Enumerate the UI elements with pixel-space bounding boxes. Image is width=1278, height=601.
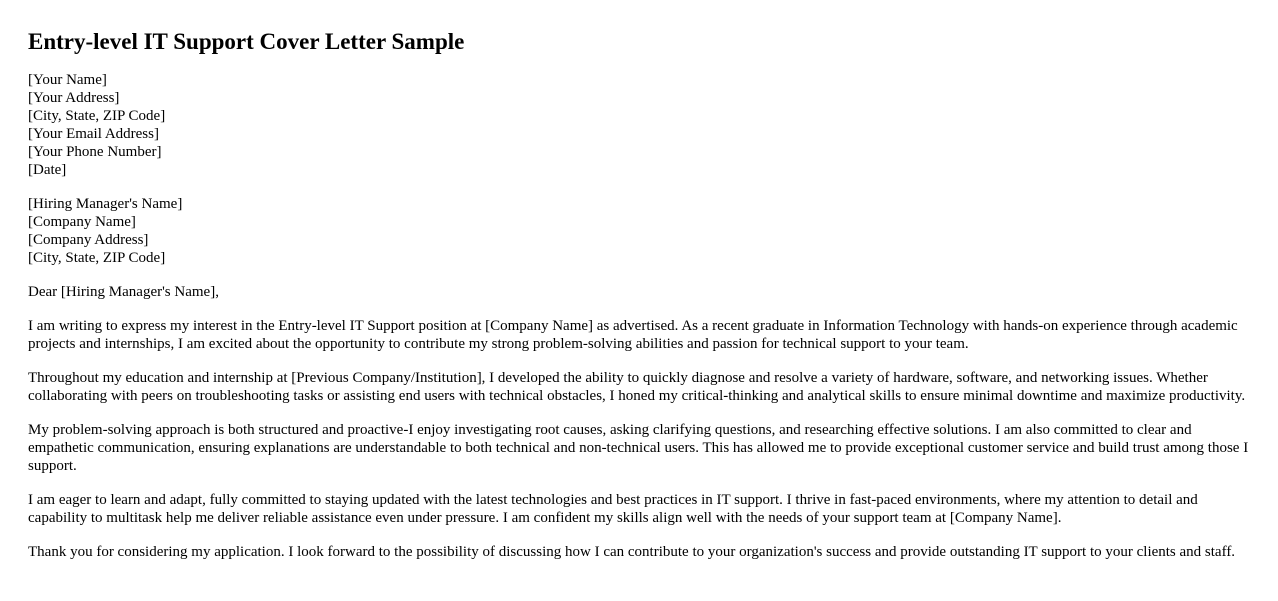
sender-email: [Your Email Address] (28, 126, 159, 142)
sender-address: [Your Address] (28, 90, 120, 106)
body-paragraph: I am eager to learn and adapt, fully committed to staying updated with the latest technologies and best practices in IT support. I thrive in fast-paced environments, where my attention to detail and capability to multitask help me deliver reliable assistance even under pressure. I am confident my skills align well with the needs of your support team at [Company Name]. (28, 492, 1198, 526)
body-paragraph: I am writing to express my interest in the Entry-level IT Support position at [Company Name] as advertised. As a recent graduate in Information Technology with hands-on experience through academic projects and internships, I am excited about the opportunity to contribute my strong problem-solving abilities and passion for technical support to your team. (28, 318, 1238, 352)
body-paragraph: Throughout my education and internship at [Previous Company/Institution], I developed the ability to quickly diagnose and resolve a variety of hardware, software, and networking issues. Whether collaborating with peers on troubleshooting tasks or assisting end users with technical obstacles, I honed my critical-thinking and analytical skills to ensure minimal downtime and maximize productivity. (28, 370, 1246, 404)
body-paragraph: My problem-solving approach is both structured and proactive-I enjoy investigating root causes, asking clarifying questions, and researching effective solutions. I am also committed to clear and empathetic communication, ensuring explanations are understandable to both technical and non-technical users. This has allowed me to provide exceptional customer service and build trust among those I support. (28, 422, 1249, 474)
page-title: Entry-level IT Support Cover Letter Sample (28, 29, 465, 54)
recipient-address: [Company Address] (28, 232, 149, 248)
recipient-name: [Hiring Manager's Name] (28, 196, 183, 212)
salutation: Dear [Hiring Manager's Name], (28, 284, 219, 300)
sender-address-block (28, 71, 1250, 179)
letter-date: [Date] (28, 162, 67, 178)
sender-name: [Your Name] (28, 72, 107, 88)
recipient-address-block (28, 195, 1250, 267)
recipient-city-state-zip: [City, State, ZIP Code] (28, 250, 166, 266)
recipient-company: [Company Name] (28, 214, 136, 230)
sender-city-state-zip: [City, State, ZIP Code] (28, 108, 166, 124)
closing-paragraph: Thank you for considering my application. I look forward to the possibility of discussing how I can contribute to your organization's success and provide outstanding IT support to your clients and staff. (28, 544, 1236, 560)
sender-phone: [Your Phone Number] (28, 144, 162, 160)
